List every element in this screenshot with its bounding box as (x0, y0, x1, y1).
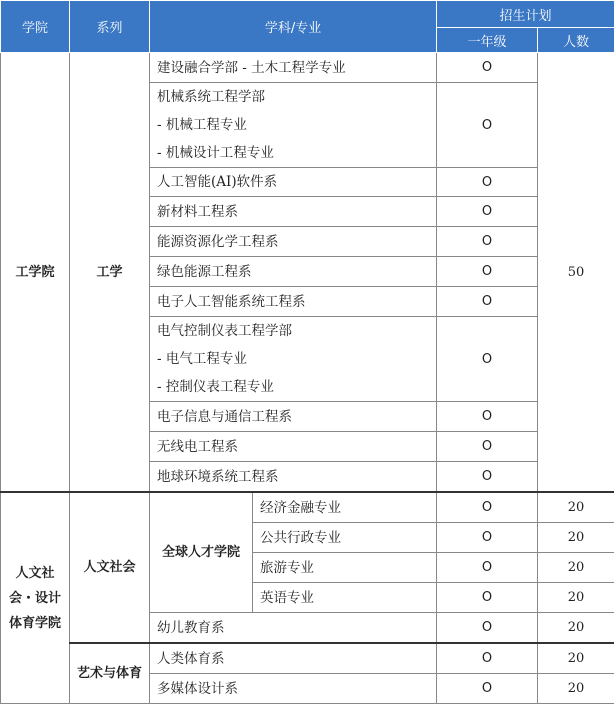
program-line: 绿色能源工程系 (157, 263, 252, 280)
program-telecom (150, 402, 437, 432)
program-line: - 机械设计工程专业 (157, 145, 274, 161)
program-english: 英语专业 (253, 583, 437, 613)
program-line: - 机械工程专业 (157, 117, 247, 133)
program-civil (150, 53, 437, 83)
engineering-count: 50 (538, 53, 614, 493)
program-line: 能源资源化学工程系 (157, 233, 279, 250)
program-early-education: 幼儿教育系 (150, 613, 437, 644)
grade1-mark: O (437, 168, 538, 197)
grade1-mark: O (437, 317, 538, 402)
header-count: 人数 (538, 28, 614, 53)
header-major: 学科/专业 (150, 1, 437, 53)
program-electronic-ai (150, 287, 437, 317)
count-value: 20 (538, 583, 614, 613)
program-public-admin: 公共行政专业 (253, 523, 437, 553)
program-line: - 电气工程专业 (157, 351, 247, 367)
program-electrical (150, 317, 437, 402)
grade1-mark: O (437, 523, 538, 553)
count-value: 20 (538, 674, 614, 704)
grade1-mark: O (437, 462, 538, 493)
program-line: 无线电工程系 (157, 438, 238, 455)
program-human-sports: 人类体育系 (150, 643, 437, 674)
grade1-mark: O (437, 287, 538, 317)
count-value: 20 (538, 643, 614, 674)
grade1-mark: O (437, 197, 538, 227)
count-value: 20 (538, 613, 614, 644)
program-line: 机械系统工程学部 (157, 89, 265, 105)
grade1-mark: O (437, 613, 538, 644)
grade1-mark: O (437, 583, 538, 613)
program-energy-chem (150, 227, 437, 257)
grade1-mark: O (437, 257, 538, 287)
grade1-mark: O (437, 553, 538, 583)
count-value: 20 (538, 523, 614, 553)
program-line: 人工智能(AI)软件系 (157, 174, 278, 190)
grade1-mark: O (437, 674, 538, 704)
program-radio (150, 432, 437, 462)
program-multimedia-design: 多媒体设计系 (150, 674, 437, 704)
college-line: 会・设计 (8, 590, 61, 606)
program-econ-finance: 经济金融专业 (253, 492, 437, 523)
department-social: 人文社会 (70, 492, 150, 643)
header-college: 学院 (1, 1, 70, 53)
program-ai (150, 168, 437, 197)
program-earth-env (150, 462, 437, 493)
college-line: 人文社 (15, 565, 55, 581)
grade1-mark: O (437, 402, 538, 432)
program-line: 建设融合学部 - 土木工程学专业 (157, 59, 346, 76)
global-talent-school: 全球人才学院 (150, 492, 253, 613)
grade1-mark: O (437, 227, 538, 257)
grade1-mark: O (437, 492, 538, 523)
program-line: 电子人工智能系统工程系 (157, 293, 306, 310)
program-mechanical (150, 83, 437, 168)
grade1-mark: O (437, 432, 538, 462)
college-humanities (1, 492, 70, 704)
college-line: 体育学院 (8, 615, 61, 631)
grade1-mark: O (437, 83, 538, 168)
program-line: - 控制仪表工程专业 (157, 379, 274, 395)
header-grade1: 一年级 (437, 28, 538, 53)
program-tourism: 旅游专业 (253, 553, 437, 583)
grade1-mark: O (437, 643, 538, 674)
program-line: 电子信息与通信工程系 (157, 408, 292, 425)
header-plan: 招生计划 (437, 1, 614, 28)
department-arts-sports: 艺术与体育 (70, 643, 150, 704)
count-value: 20 (538, 492, 614, 523)
program-materials (150, 197, 437, 227)
count-value: 20 (538, 553, 614, 583)
program-line: 电气控制仪表工程学部 (157, 323, 292, 339)
college-engineering: 工学院 (1, 53, 70, 493)
header-department: 系列 (70, 1, 150, 53)
program-green-energy (150, 257, 437, 287)
department-engineering: 工学 (70, 53, 150, 493)
program-line: 地球环境系统工程系 (157, 468, 279, 485)
grade1-mark: O (437, 53, 538, 83)
program-line: 新材料工程系 (157, 203, 238, 220)
